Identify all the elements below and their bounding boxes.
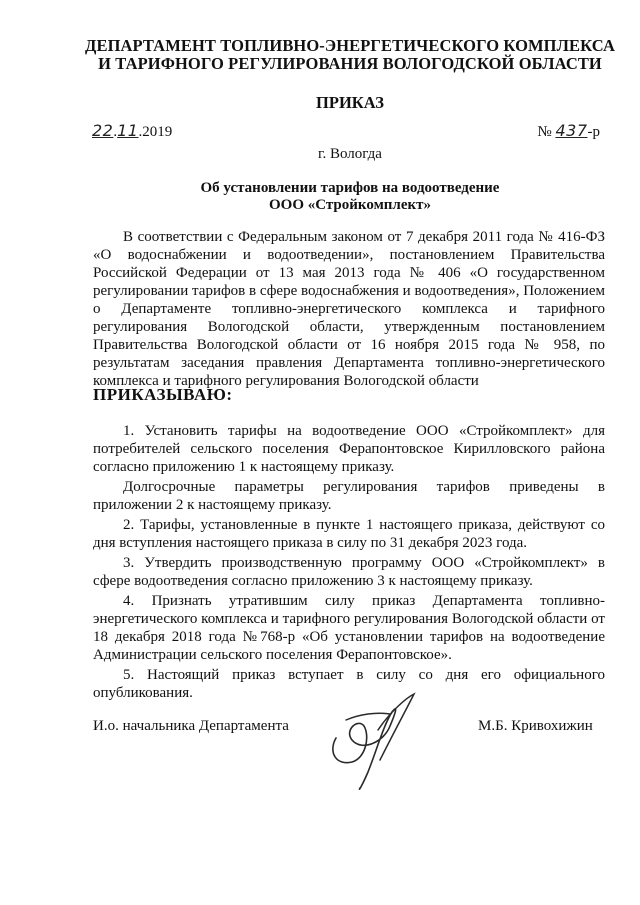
date-day: 22 [92,121,114,140]
subject-line-1: Об установлении тарифов на водоотведение [200,180,500,196]
number-value: 437 [555,121,588,140]
order-item: Долгосрочные параметры регулирования тарифов приведены в приложении 2 к настоящему приказу. [93,479,605,513]
order-item: 4. Признать утратившим силу приказ Департамента топливно-энергетического комплекса и тарифного регулирования Вологодской области от 18 декабря 2018 года №768-р «Об установлении тарифов на водоотведение Администрации сельского поселения Ферапонтовское». [93,593,605,663]
order-number [537,121,600,141]
department-title-line-2: И ТАРИФНОГО РЕГУЛИРОВАНИЯ ВОЛОГОДСКОЙ ОБЛАСТИ [98,54,602,73]
order-items [93,422,605,704]
order-item: 5. Настоящий приказ вступает в силу со дня его официального опубликования. [93,667,605,701]
department-title [70,37,630,73]
order-word: ПРИКАЗЫВАЮ: [93,385,233,404]
document-type: ПРИКАЗ [316,93,384,112]
order-item: 1. Установить тарифы на водоотведение ООО «Стройкомплект» для потребителей сельского поселения Ферапонтовское Кирилловского района согласно приложению 1 к настоящему приказу. [93,423,605,475]
signatory-name: М.Б. Кривохижин [478,718,593,734]
order-item: 2. Тарифы, установленные в пункте 1 настоящего приказа, действуют со дня вступления настоящего приказа в силу по 31 декабря 2023 года. [93,517,605,551]
order-subject [70,180,630,214]
number-suffix: -р [587,124,600,140]
subject-line-2: ООО «Стройкомплект» [268,197,432,213]
handwritten-signature [318,690,428,795]
order-date: 22.11.2019 [92,121,173,140]
number-prefix: № [537,124,552,140]
preamble-paragraph: В соответствии с Федеральным законом от 7 декабря 2011 года № 416-ФЗ «О водоснабжении и водоотведении», постановлением Правительства Российской Федерации от 13 мая 2013 года № 406 «О государственном регулировании тарифов в сфере водоснабжения и водоотведения», Положением о Департаменте топливно-энергетического комплекса и тарифного регулирования Вологодской области, утвержденным постановлением Правительства Вологодской области от 16 ноября 2015 года № 958, по результатам заседания правления Департамента топливно-энергетического комплекса и тарифного регулирования Вологодской области [93,229,605,389]
order-item: 3. Утвердить производственную программу ООО «Стройкомплект» в сфере водоотведения согласно приложению 3 к настоящему приказу. [93,555,605,589]
department-title-line-1: ДЕПАРТАМЕНТ ТОПЛИВНО-ЭНЕРГЕТИЧЕСКОГО КОМПЛЕКСА [85,36,615,55]
date-month: 11 [117,121,139,140]
date-year: .2019 [138,124,173,140]
city: г. Вологда [318,146,382,162]
signatory-position: И.о. начальника Департамента [93,718,289,734]
